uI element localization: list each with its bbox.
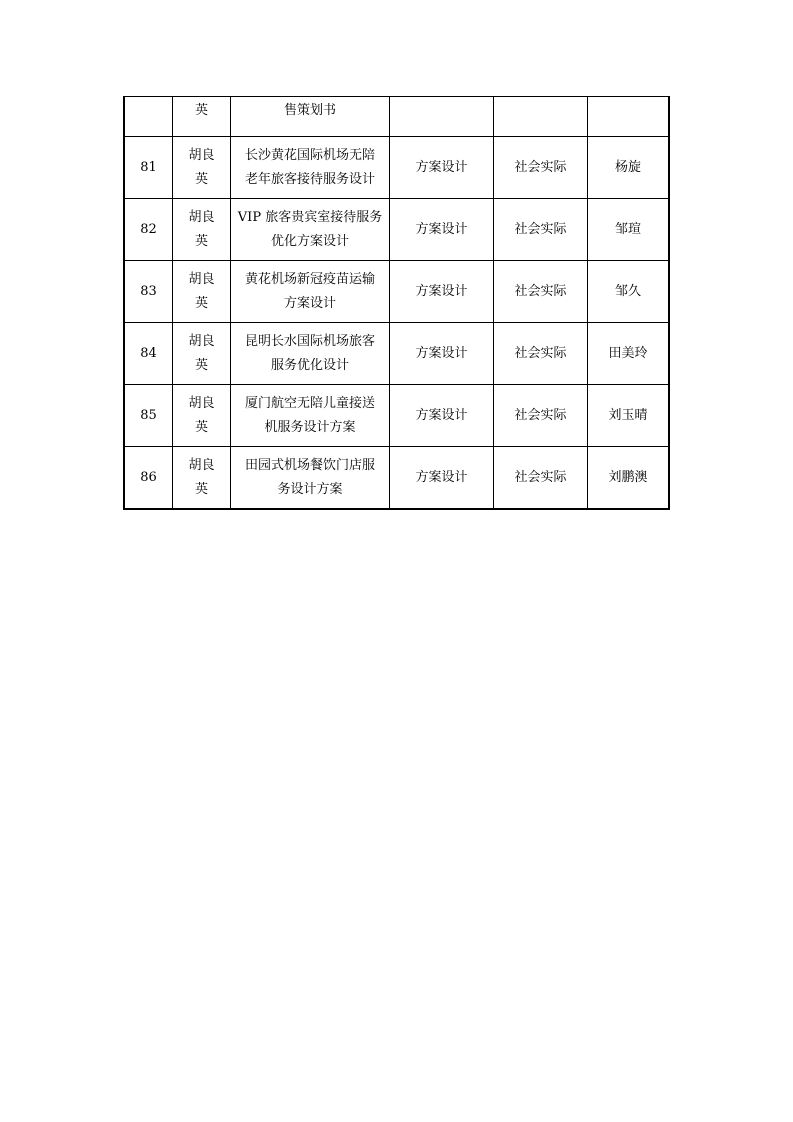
cell-number: 83: [124, 261, 173, 323]
cell-source: 社会实际: [494, 323, 588, 385]
cell-type: 方案设计: [390, 137, 494, 199]
cell-type: 方案设计: [390, 447, 494, 510]
cell-title: 售策划书: [231, 97, 390, 137]
cell-student: 刘玉晴: [588, 385, 670, 447]
cell-teacher: 胡良 英: [173, 199, 231, 261]
cell-title: 厦门航空无陪儿童接送 机服务设计方案: [231, 385, 390, 447]
cell-student: 邹瑄: [588, 199, 670, 261]
cell-title: 长沙黄花国际机场无陪 老年旅客接待服务设计: [231, 137, 390, 199]
cell-student: 刘鹏澳: [588, 447, 670, 510]
cell-title: 昆明长水国际机场旅客 服务优化设计: [231, 323, 390, 385]
cell-teacher: 胡良 英: [173, 137, 231, 199]
cell-type: 方案设计: [390, 385, 494, 447]
table-row: [124, 261, 669, 323]
cell-student: 田美玲: [588, 323, 670, 385]
cell-number: 85: [124, 385, 173, 447]
cell-type: [390, 97, 494, 137]
table-row: [124, 137, 669, 199]
cell-type: 方案设计: [390, 323, 494, 385]
cell-teacher: 胡良 英: [173, 385, 231, 447]
table-row-continued: [124, 97, 669, 137]
cell-source: 社会实际: [494, 385, 588, 447]
cell-source: 社会实际: [494, 261, 588, 323]
table-row: [124, 385, 669, 447]
cell-student: [588, 97, 670, 137]
cell-source: 社会实际: [494, 447, 588, 510]
cell-teacher: 英: [173, 97, 231, 137]
cell-title: VIP 旅客贵宾室接待服务 优化方案设计: [231, 199, 390, 261]
cell-source: 社会实际: [494, 137, 588, 199]
cell-source: [494, 97, 588, 137]
cell-title: 田园式机场餐饮门店服 务设计方案: [231, 447, 390, 510]
table-row: [124, 199, 669, 261]
cell-number: 81: [124, 137, 173, 199]
table-row: [124, 323, 669, 385]
cell-type: 方案设计: [390, 199, 494, 261]
cell-student: 邹久: [588, 261, 670, 323]
cell-type: 方案设计: [390, 261, 494, 323]
cell-title: 黄花机场新冠疫苗运输 方案设计: [231, 261, 390, 323]
table-row: [124, 447, 669, 510]
cell-number: 84: [124, 323, 173, 385]
cell-source: 社会实际: [494, 199, 588, 261]
thesis-topic-table: [123, 96, 670, 510]
cell-number: [124, 97, 173, 137]
cell-number: 86: [124, 447, 173, 510]
cell-number: 82: [124, 199, 173, 261]
cell-student: 杨旋: [588, 137, 670, 199]
cell-teacher: 胡良 英: [173, 323, 231, 385]
cell-teacher: 胡良 英: [173, 261, 231, 323]
cell-teacher: 胡良 英: [173, 447, 231, 510]
